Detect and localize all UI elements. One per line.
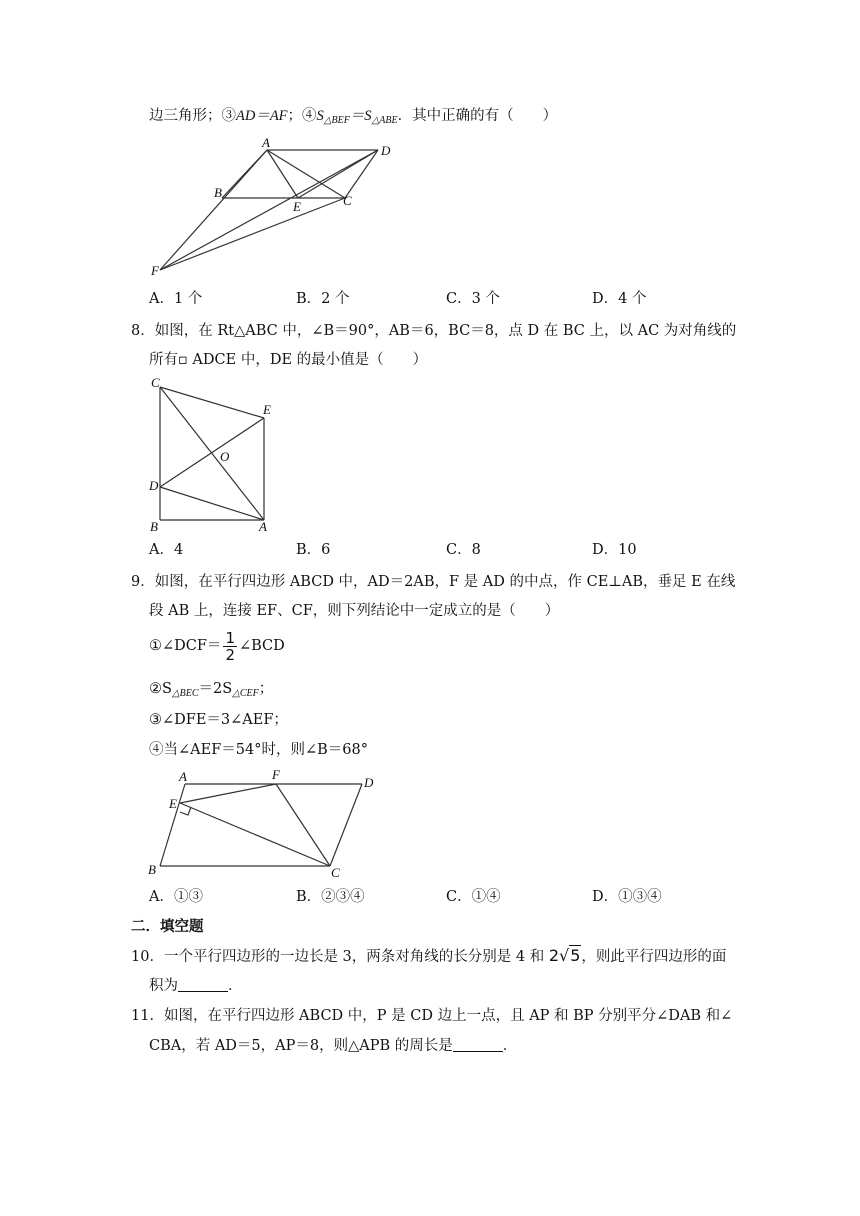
q9-stem-line2: 段 AB 上，连接 EF、CF，则下列结论中一定成立的是（ ） bbox=[149, 603, 560, 619]
q7-label-b: B bbox=[214, 185, 222, 200]
q8-option-b[interactable]: B．6 bbox=[296, 542, 331, 558]
section-2-title: 二．填空题 bbox=[131, 918, 204, 935]
two-root-five: 2√5 bbox=[548, 946, 581, 965]
q8-stem-line1: 8．如图，在 Rt△ABC 中，∠B＝90°，AB＝6，BC＝8，点 D 在 BC 上，以 AC 为对角线的 bbox=[131, 323, 737, 339]
q7-label-d: D bbox=[381, 143, 391, 158]
q7-label-c: C bbox=[343, 193, 352, 208]
q7-option-c[interactable]: C．3 个 bbox=[446, 291, 500, 307]
q8-option-a[interactable]: A．4 bbox=[149, 542, 184, 558]
q9-statement-2: $②S_{\triangle BEC}=2S_{\triangle CEF}$； bbox=[149, 681, 274, 699]
q7-label-f: F bbox=[151, 263, 159, 278]
q10-stem-line1: 10．一个平行四边形的一边长是 3，两条对角线的长分别是 4 和 2√5，则此平行四边形的面 bbox=[131, 946, 727, 965]
q9-option-d[interactable]: D．①③④ bbox=[592, 889, 662, 905]
q7-option-b[interactable]: B．2 个 bbox=[296, 291, 350, 307]
q9-label-b: B bbox=[148, 862, 156, 877]
q7-option-d[interactable]: D．4 个 bbox=[592, 291, 647, 307]
q8-label-d: D bbox=[149, 478, 159, 493]
q9-label-e: E bbox=[169, 796, 177, 811]
q11-stem-line1: 11．如图，在平行四边形 ABCD 中，P 是 CD 边上一点，且 AP 和 BP 分别平分∠DAB 和∠ bbox=[131, 1008, 733, 1024]
q8-label-a: A bbox=[259, 519, 267, 534]
q9-label-a: A bbox=[179, 769, 187, 784]
q9-statement-4: ④当∠AEF＝54°时，则∠B＝68° bbox=[149, 742, 368, 758]
q11-answer-blank[interactable] bbox=[453, 1037, 503, 1052]
q7-option-a[interactable]: A．1 个 bbox=[149, 291, 203, 307]
q8-label-o: O bbox=[220, 449, 230, 464]
q8-label-e: E bbox=[263, 402, 271, 417]
q9-label-c: C bbox=[331, 865, 340, 880]
q8-label-c: C bbox=[151, 375, 160, 390]
q11-stem-line2: CBA，若 AD＝5，AP＝8，则△APB 的周长是 ． bbox=[149, 1038, 518, 1054]
q7-label-e: E bbox=[293, 199, 301, 214]
q8-label-b: B bbox=[150, 519, 158, 534]
q8-stem-line2: 所有▫ ADCE 中，DE 的最小值是（ ） bbox=[149, 352, 428, 368]
q8-option-c[interactable]: C．8 bbox=[446, 542, 481, 558]
q9-option-a[interactable]: A．①③ bbox=[149, 889, 203, 905]
q7-stem-tail: 边三角形；③AD＝AF；$④S_{\triangle BEF}=S_{\triangle ABE}$．其中正确的有（ ） bbox=[149, 108, 558, 126]
q10-stem-line2: 积为 ． bbox=[149, 978, 243, 994]
q9-stem-line1: 9．如图，在平行四边形 ABCD 中，AD＝2AB，F 是 AD 的中点，作 CE⊥AB，垂足 E 在线 bbox=[131, 574, 736, 590]
q9-statement-3: ③∠DFE＝3∠AEF； bbox=[149, 712, 288, 728]
q9-label-f: F bbox=[272, 767, 280, 782]
q9-option-c[interactable]: C．①④ bbox=[446, 889, 501, 905]
q10-answer-blank[interactable] bbox=[178, 977, 228, 992]
one-half-fraction: $\frac{1}{2}$ bbox=[225, 628, 235, 664]
q9-label-d: D bbox=[364, 775, 374, 790]
q9-option-b[interactable]: B．②③④ bbox=[296, 889, 365, 905]
q7-label-a: A bbox=[262, 135, 270, 150]
q8-option-d[interactable]: D．10 bbox=[592, 542, 637, 558]
q9-statement-1: ①∠DCF＝ $\frac{1}{2}$ ∠BCD bbox=[149, 628, 285, 664]
